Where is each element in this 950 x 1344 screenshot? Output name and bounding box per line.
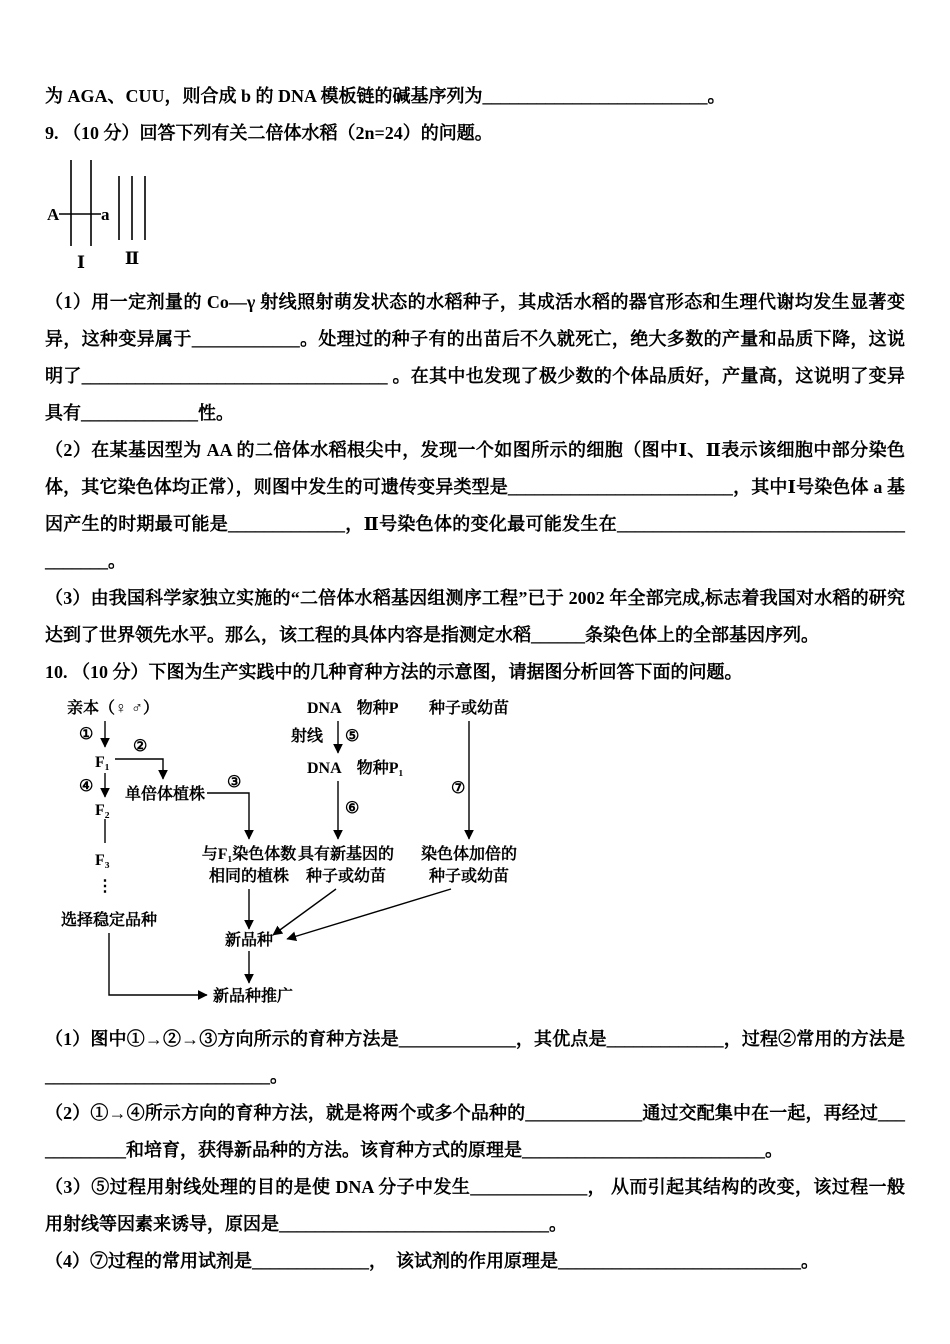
roman-numeral-1-label: Ⅰ — [77, 253, 85, 272]
chromosome-diagram — [47, 154, 247, 276]
step-3-label: ③ — [227, 774, 242, 791]
roman-numeral-2-label: Ⅱ — [124, 249, 140, 268]
dna-species-p1-label: DNA 物种P₁ — [307, 760, 404, 777]
flow-labels — [61, 698, 517, 1005]
parents-label: 亲本（♀ ♂） — [67, 700, 160, 717]
stable-variety-label: 选择稳定品种 — [61, 912, 158, 929]
gene-A-label: A — [47, 205, 60, 224]
question-9-header: 9. （10 分）回答下列有关二倍体水稻（2n=24）的问题。 — [45, 123, 493, 143]
question-10-part-3: （3）⑤过程用射线处理的目的是使 DNA 分子中发生_____________， 从而引起其结构的改变，该过程一般用射线等因素来诱导，原因是______________________________。 — [45, 1177, 905, 1234]
question-10-header: 10. （10 分）下图为生产实践中的几种育种方法的示意图，请据图分析回答下面的问题。 — [45, 662, 743, 682]
new-variety-label: 新品种 — [224, 932, 274, 949]
ray-label: 射线 — [291, 728, 324, 745]
dna-species-p-label: DNA 物种P — [307, 700, 399, 717]
same-chromosome-count-line1: 与F₁染色体数 — [201, 846, 297, 863]
question-10-part-2: （2）①→④所示方向的育种方法，就是将两个或多个品种的_____________通过交配集中在一起，再经过____________和培育，获得新品种的方法。该育种方式的原理是___________________________。 — [45, 1103, 905, 1160]
gene-a-label: a — [101, 205, 110, 224]
step-6-label: ⑥ — [345, 800, 360, 817]
new-variety-promotion-label: 新品种推广 — [213, 988, 294, 1005]
question-9-part-1: （1）用一定剂量的 Co—γ 射线照射萌发状态的水稻种子，其成活水稻的器官形态和生理代谢均发生显著变异，这种变异属于____________。处理过的种子有的出苗后不久就死亡，绝大多数的产量和品质下降，这说明了__________________________________ 。在其中也发现了极少数的个体品质好，产量高，这说明了变异具有_____________性。 — [45, 292, 905, 423]
question-9-part-3: （3）由我国科学家独立实施的“二倍体水稻基因组测序工程”已于 2002 年全部完成,标志着我国对水稻的研究达到了世界领先水平。那么，该工程的具体内容是指测定水稻______条染色体上的全部基因序列。 — [45, 588, 905, 645]
seed-or-seedling-label: 种子或幼苗 — [429, 700, 510, 717]
question-10-part-4: （4）⑦过程的常用试剂是_____________， 该试剂的作用原理是___________________________。 — [45, 1251, 819, 1271]
chromosome-lines — [59, 160, 145, 246]
haploid-plant-label: 单倍体植株 — [124, 786, 206, 803]
step-5-label: ⑤ — [345, 728, 360, 745]
same-chromosome-count-line2: 相同的植株 — [208, 868, 290, 885]
breeding-methods-diagram — [53, 693, 523, 1013]
step-7-label: ⑦ — [451, 780, 466, 797]
f2-label: F₂ — [95, 802, 110, 819]
new-gene-seed-line1: 具有新基因的 — [297, 846, 395, 863]
f1-label: F₁ — [95, 754, 110, 771]
question-9-part-2: （2）在某基因型为 AA 的二倍体水稻根尖中，发现一个如图所示的细胞（图中Ⅰ、Ⅱ表示该细胞中部分染色体，其它染色体均正常），则图中发生的可遗传变异类型是_________________________，其中Ⅰ号染色体 a 基因产生的时期最可能是_____________，Ⅱ号染色体的变化最可能发生在_______________________________________。 — [45, 440, 905, 571]
question-8-continuation: 为 AGA、CUU，则合成 b 的 DNA 模板链的碱基序列为_________________________。 — [45, 86, 726, 106]
f3-label: F₃ — [95, 852, 110, 869]
new-gene-seed-line2: 种子或幼苗 — [305, 868, 387, 885]
chromosome-doubled-line2: 种子或幼苗 — [428, 868, 510, 885]
step-2-label: ② — [133, 738, 148, 755]
ellipsis-label: ⋮ — [97, 878, 113, 895]
step-1-label: ① — [79, 726, 94, 743]
step-4-label: ④ — [79, 778, 94, 795]
chromosome-doubled-line1: 染色体加倍的 — [420, 846, 518, 863]
question-10-part-1: （1）图中①→②→③方向所示的育种方法是_____________，其优点是_____________，过程②常用的方法是_________________________。 — [45, 1029, 905, 1086]
chromosome-labels — [47, 205, 139, 272]
